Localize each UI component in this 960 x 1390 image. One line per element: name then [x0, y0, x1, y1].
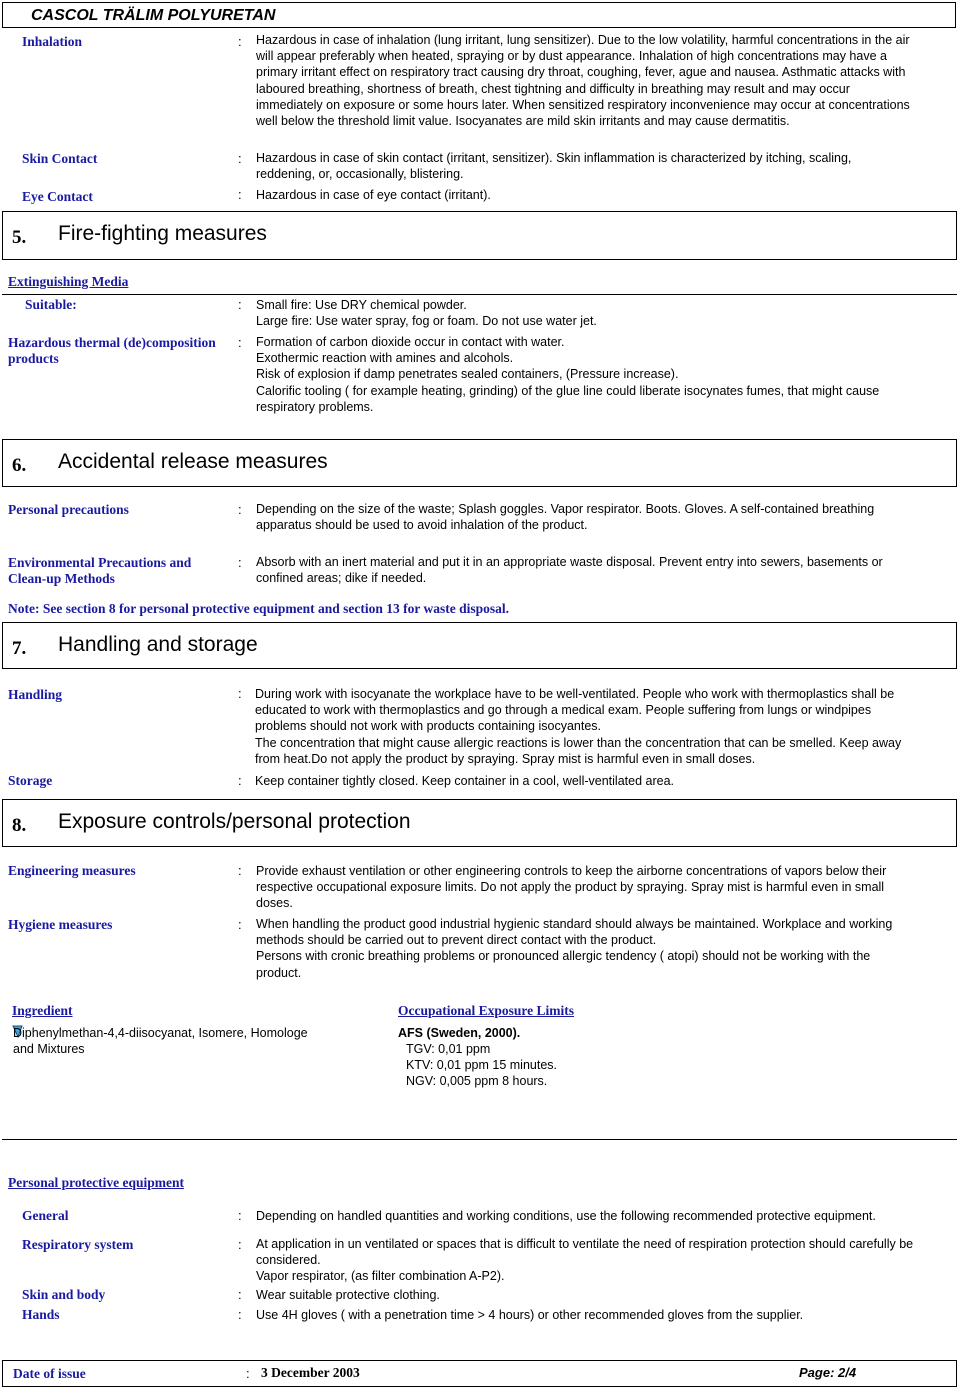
section-6-header [2, 439, 957, 487]
storage-text: Keep container tightly closed. Keep container in a cool, well-ventilated area. [255, 774, 675, 788]
inhalation-text: Hazardous in case of inhalation (lung irritant, lung sensitizer). Due to the low volatility, harmful concentrations in the air will appear preferably when heated, spraying or by dust appearance. Inhalation of high concentrations may have a primary irritant effect on respiratory tract causing dry throat, coughing, fever, ague and nausea. Asthmatic attacks with laboured breathing, shortness of breath, chest tightning and difficulty in breathing may result and may occur immediately on exposure or some hours later. When sensitized respiratory inconvenience may occur at concentrations well below the threshold limit value. Isocyanates are mild skin irritants and may cause dermatitis. [256, 33, 910, 129]
section-8-header [2, 799, 957, 847]
general-text: Depending on handled quantities and working conditions, use the following recommended protective equipment. [256, 1209, 876, 1223]
page-number: Page: 2/4 [799, 1365, 857, 1380]
colon: : [238, 917, 242, 932]
engineering-measures-label: Engineering measures [8, 863, 136, 878]
inhalation-label: Inhalation [22, 34, 83, 49]
hazardous-decomposition-text: Formation of carbon dioxide occur in contact with water. Exothermic reaction with amines and alcohols. Risk of explosion if damp penetrates sealed containers, (Pressure increase). Calorific tooling ( for example heating, grinding) of the glue line could liberate isocynates fumes, that might cause respiratory problems. [256, 335, 880, 414]
colon: : [238, 555, 242, 570]
eye-contact-label: Eye Contact [22, 189, 93, 204]
divider [2, 294, 957, 295]
skin-and-body-text: Wear suitable protective clothing. [256, 1288, 440, 1302]
handling-label: Handling [8, 687, 63, 702]
colon: : [238, 187, 242, 202]
colon: : [238, 335, 242, 350]
ppe-label: Personal protective equipment [8, 1175, 184, 1190]
colon: : [238, 1307, 242, 1322]
section-6-note: Note: See section 8 for personal protective equipment and section 13 for waste disposal. [8, 601, 509, 616]
ingredient-header: Ingredient [12, 1003, 73, 1018]
suitable-label: Suitable: [25, 297, 77, 312]
hazardous-decomposition-label: Hazardous thermal (de)composition products [8, 335, 216, 366]
oel-values: TGV: 0,01 ppm KTV: 0,01 ppm 15 minutes. NGV: 0,005 ppm 8 hours. [406, 1042, 558, 1089]
section-title: Exposure controls/personal protection [58, 810, 411, 833]
skin-and-body-label: Skin and body [22, 1287, 106, 1302]
skin-contact-text: Hazardous in case of skin contact (irritant, sensitizer). Skin inflammation is characterized by itching, scaling, reddening, or, occasionally, blistering. [256, 151, 852, 182]
environmental-precautions-label: Environmental Precautions and Clean-up Methods [8, 555, 192, 586]
colon: : [238, 863, 242, 878]
ingredient-name: Diphenylmethan-4,4-diisocyanat, Isomere, Homologe and Mixtures [13, 1026, 308, 1057]
section-title: Accidental release measures [58, 450, 328, 473]
extinguishing-media-label: Extinguishing Media [8, 274, 129, 289]
suitable-text: Small fire: Use DRY chemical powder. Large fire: Use water spray, fog or foam. Do not use water jet. [256, 298, 597, 329]
colon: : [238, 151, 242, 166]
section-title: Handling and storage [58, 633, 258, 656]
section-title: Fire-fighting measures [58, 222, 267, 245]
document-footer [2, 1360, 957, 1387]
section-5-header [2, 211, 957, 260]
respiratory-system-text: At application in un ventilated or spaces that is difficult to ventilate the need of respiration protection should carefully be considered. Vapor respirator, (as filter combination A-P2). [256, 1237, 914, 1284]
document-header [2, 2, 956, 28]
section-7-header [2, 622, 957, 669]
engineering-measures-text: Provide exhaust ventilation or other engineering controls to keep the airborne concentrations of vapors below their respective occupational exposure limits. Do not apply the product by spraying. Spray mist is harmful even in small doses. [256, 864, 887, 911]
hygiene-measures-text: When handling the product good industrial hygienic standard should always be maintained. Workplace and working methods should be carried out to prevent direct contact with the product. Persons with cronic breathing problems or pronounced allergic tendency ( atopi) should not be working with the product. [256, 917, 893, 980]
colon: : [238, 773, 242, 788]
colon: : [238, 1237, 242, 1252]
environmental-precautions-text: Absorb with an inert material and put it in an appropriate waste disposal. Prevent entry into sewers, basements or confined areas; dike if needed. [256, 555, 883, 586]
colon: : [238, 502, 242, 517]
handling-text: During work with isocyanate the workplace have to be well-ventilated. People who work with thermoplastics shall be educated to work with thermoplastics and go through a medical exam. People suffering from lungs or windpipes problems should not work with products containing isocyantes. The concentration that might cause allergic reactions is lower than the concentration that can be smelled. Keep away from heat.Do not apply the product by spraying. Spray mist is harmful even in small doses. [255, 687, 902, 766]
section-number: 7. [12, 638, 27, 659]
eye-contact-text: Hazardous in case of eye contact (irritant). [256, 188, 491, 202]
date-of-issue-label: Date of issue [13, 1366, 86, 1381]
oel-source: AFS (Sweden, 2000). [398, 1026, 521, 1040]
colon: : [246, 1366, 250, 1381]
hands-text: Use 4H gloves ( with a penetration time > 4 hours) or other recommended gloves from the supplier. [256, 1308, 804, 1322]
divider [2, 1139, 957, 1140]
oel-header: Occupational Exposure Limits [398, 1003, 575, 1018]
product-name: CASCOL TRÄLIM POLYURETAN [31, 7, 276, 24]
skin-contact-label: Skin Contact [22, 151, 98, 166]
colon: : [238, 1208, 242, 1223]
personal-precautions-label: Personal precautions [8, 502, 129, 517]
respiratory-system-label: Respiratory system [22, 1237, 134, 1252]
colon: : [238, 1287, 242, 1302]
colon: : [238, 297, 242, 312]
section-number: 5. [12, 227, 27, 248]
general-label: General [22, 1208, 69, 1223]
colon: : [238, 686, 242, 701]
personal-precautions-text: Depending on the size of the waste; Splash goggles. Vapor respirator. Boots. Gloves. A self-contained breathing apparatus should be used to avoid inhalation of the product. [256, 502, 875, 533]
date-of-issue-value: 3 December 2003 [261, 1365, 360, 1380]
section-number: 6. [12, 455, 27, 476]
storage-label: Storage [8, 773, 53, 788]
hygiene-measures-label: Hygiene measures [8, 917, 113, 932]
section-number: 8. [12, 815, 27, 836]
colon: : [238, 34, 242, 49]
hands-label: Hands [22, 1307, 60, 1322]
